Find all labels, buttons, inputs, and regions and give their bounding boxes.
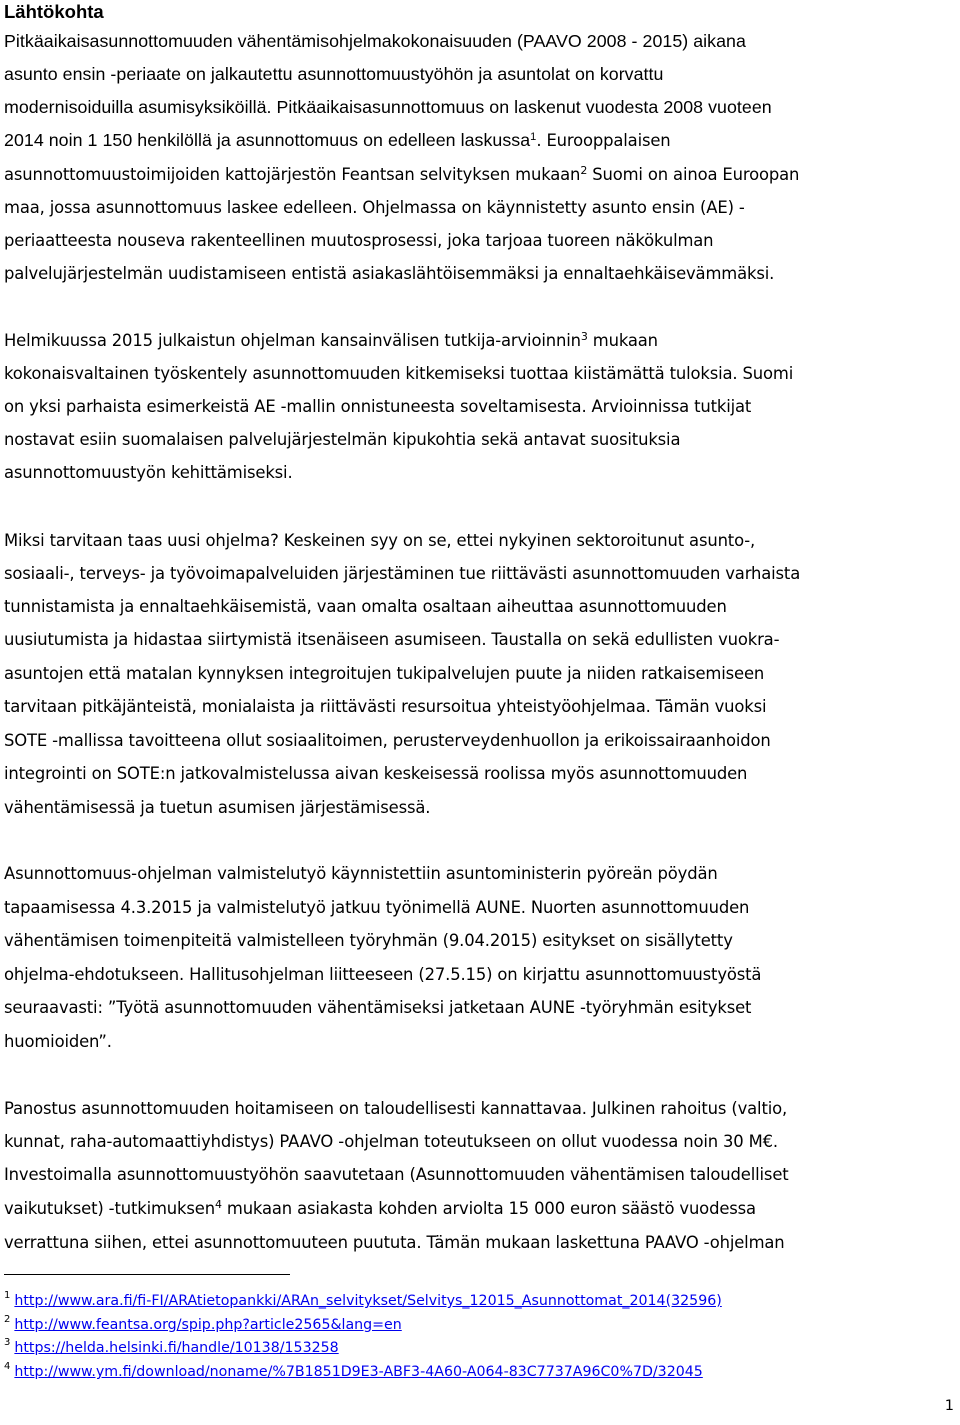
- paragraph-line: huomioiden”.: [4, 1032, 112, 1051]
- paragraph-line: sosiaali-, terveys- ja työvoimapalveluiden järjestäminen tue riittävästi asunnottomuuden varhaista: [4, 564, 801, 583]
- text-run: Suomi on ainoa Euroopan: [587, 165, 800, 184]
- text-run: Helmikuussa 2015 julkaistun ohjelman kansainvälisen tutkija-arvioinnin: [4, 331, 581, 350]
- footnote-link[interactable]: https://helda.helsinki.fi/handle/10138/153258: [14, 1340, 339, 1356]
- paragraph-line: integrointi on SOTE:n jatkovalmistelussa aivan keskeisessä roolissa myös asunnottomuuden: [4, 764, 748, 783]
- paragraph-line: tunnistamista ja ennaltaehkäisemistä, vaan omalta osaltaan aiheuttaa asunnottomuuden: [4, 597, 727, 616]
- text-run: mukaan asiakasta kohden arviolta 15 000 euron säästö vuodessa: [221, 1199, 756, 1218]
- paragraph-line: asunnottomuustyön kehittämiseksi.: [4, 463, 293, 482]
- paragraph-line: Panostus asunnottomuuden hoitamiseen on taloudellisesti kannattavaa. Julkinen rahoitus (valtio,: [4, 1099, 788, 1118]
- paragraph-line: palvelujärjestelmän uudistamiseen entistä asiakaslähtöisemmäksi ja ennaltaehkäisevämmäksi.: [4, 264, 775, 283]
- paragraph-line: nostavat esiin suomalaisen palvelujärjestelmän kipukohtia sekä antavat suosituksia: [4, 430, 681, 449]
- footnote-separator: [4, 1274, 290, 1275]
- paragraph-line: maa, jossa asunnottomuus laskee edelleen. Ohjelmassa on käynnistetty asunto ensin (AE) -: [4, 198, 745, 217]
- footnote-ref-1: 1: [530, 131, 537, 143]
- footnote-3: [4, 1338, 339, 1358]
- paragraph-line: asunto ensin -periaate on jalkautettu asunnottomuustyöhön ja asuntolat on korvattu: [4, 64, 664, 84]
- section-heading: Lähtökohta: [4, 1, 104, 22]
- footnote-number: 4: [4, 1361, 11, 1372]
- paragraph-line: vähentämisessä ja tuetun asumisen järjestämisessä.: [4, 798, 431, 817]
- footnote-link[interactable]: http://www.ara.fi/fi-FI/ARAtietopankki/ARAn_selvitykset/Selvitys_12015_Asunnottomat_2014(32596): [14, 1293, 722, 1309]
- page-number: 1: [944, 1398, 954, 1414]
- paragraph-line: [4, 329, 658, 353]
- footnote-link[interactable]: http://www.ym.fi/download/noname/%7B1851D9E3-ABF3-4A60-A064-83C7737A96C0%7D/32045: [14, 1364, 703, 1380]
- footnote-2: [4, 1315, 402, 1335]
- paragraph-line: ohjelma-ehdotukseen. Hallitusohjelman liitteeseen (27.5.15) on kirjattu asunnottomuustyöstä: [4, 965, 762, 984]
- text-run: asunnottomuustoimijoiden kattojärjestön Feantsan selvityksen mukaan: [4, 165, 581, 184]
- footnote-link[interactable]: http://www.feantsa.org/spip.php?article2565&lang=en: [14, 1317, 402, 1333]
- footnote-ref-2: 2: [580, 164, 588, 177]
- footnote-ref-4: 4: [214, 1198, 222, 1211]
- paragraph-line: Pitkäaikaisasunnottomuuden vähentämisohjelmakokonaisuuden (PAAVO 2008 - 2015) aikana: [4, 31, 746, 51]
- text-run: . Eurooppalaisen: [536, 131, 671, 150]
- paragraph-line: kunnat, raha-automaattiyhdistys) PAAVO -ohjelman toteutukseen on ollut vuodessa noin 30 M€.: [4, 1132, 778, 1151]
- text-run: 2014 noin 1 150 henkilöllä ja asunnottomuus on edelleen laskussa: [4, 130, 531, 150]
- paragraph-line: tapaamisessa 4.3.2015 ja valmistelutyö jatkuu työnimellä AUNE. Nuorten asunnottomuuden: [4, 898, 750, 917]
- paragraph-line: Miksi tarvitaan taas uusi ohjelma? Keskeinen syy on se, ettei nykyinen sektoroitunut asunto-,: [4, 531, 756, 550]
- footnote-number: 1: [4, 1290, 11, 1301]
- footnote-number: 2: [4, 1314, 11, 1325]
- paragraph-line: modernisoiduilla asumisyksiköillä. Pitkäaikaisasunnottomuus on laskenut vuodesta 2008 vuoteen: [4, 97, 772, 117]
- footnote-ref-3: 3: [580, 330, 588, 343]
- paragraph-line: [4, 1197, 756, 1221]
- paragraph-line: on yksi parhaista esimerkeistä AE -mallin onnistuneesta soveltamisesta. Arvioinnissa tutkijat: [4, 397, 752, 416]
- paragraph-line: asuntojen että matalan kynnyksen integroitujen tukipalvelujen puute ja niiden ratkaisemiseen: [4, 664, 765, 683]
- paragraph-line: periaatteesta nouseva rakenteellinen muutosprosessi, joka tarjoaa tuoreen näkökulman: [4, 231, 714, 250]
- paragraph-line: uusiutumista ja hidastaa siirtymistä itsenäiseen asumiseen. Taustalla on sekä edullisten vuokra-: [4, 630, 780, 649]
- paragraph-line: SOTE -mallissa tavoitteena ollut sosiaalitoimen, perusterveydenhuollon ja erikoissairaanhoidon: [4, 731, 771, 750]
- paragraph-line: tarvitaan pitkäjänteistä, monialaista ja riittävästi resursoitua yhteistyöohjelmaa. Tämän vuoksi: [4, 697, 767, 716]
- footnote-1: [4, 1291, 722, 1311]
- footnote-4: [4, 1362, 703, 1382]
- paragraph-line: [4, 163, 799, 187]
- footnote-number: 3: [4, 1337, 11, 1348]
- paragraph-line: verrattuna siihen, ettei asunnottomuuteen puututa. Tämän mukaan laskettuna PAAVO -ohjelman: [4, 1233, 785, 1252]
- paragraph-line: [4, 128, 671, 153]
- paragraph-line: kokonaisvaltainen työskentely asunnottomuuden kitkemiseksi tuottaa kiistämättä tuloksia. Suomi: [4, 364, 794, 383]
- paragraph-line: Investoimalla asunnottomuustyöhön saavutetaan (Asunnottomuuden vähentämisen taloudelliset: [4, 1165, 789, 1184]
- text-run: mukaan: [587, 331, 658, 350]
- text-run: vaikutukset) -tutkimuksen: [4, 1199, 215, 1218]
- paragraph-line: Asunnottomuus-ohjelman valmistelutyö käynnistettiin asuntoministerin pyöreän pöydän: [4, 864, 718, 883]
- paragraph-line: vähentämisen toimenpiteitä valmistelleen työryhmän (9.04.2015) esitykset on sisällytetty: [4, 931, 733, 950]
- paragraph-line: seuraavasti: ”Työtä asunnottomuuden vähentämiseksi jatketaan AUNE -työryhmän esitykset: [4, 998, 752, 1017]
